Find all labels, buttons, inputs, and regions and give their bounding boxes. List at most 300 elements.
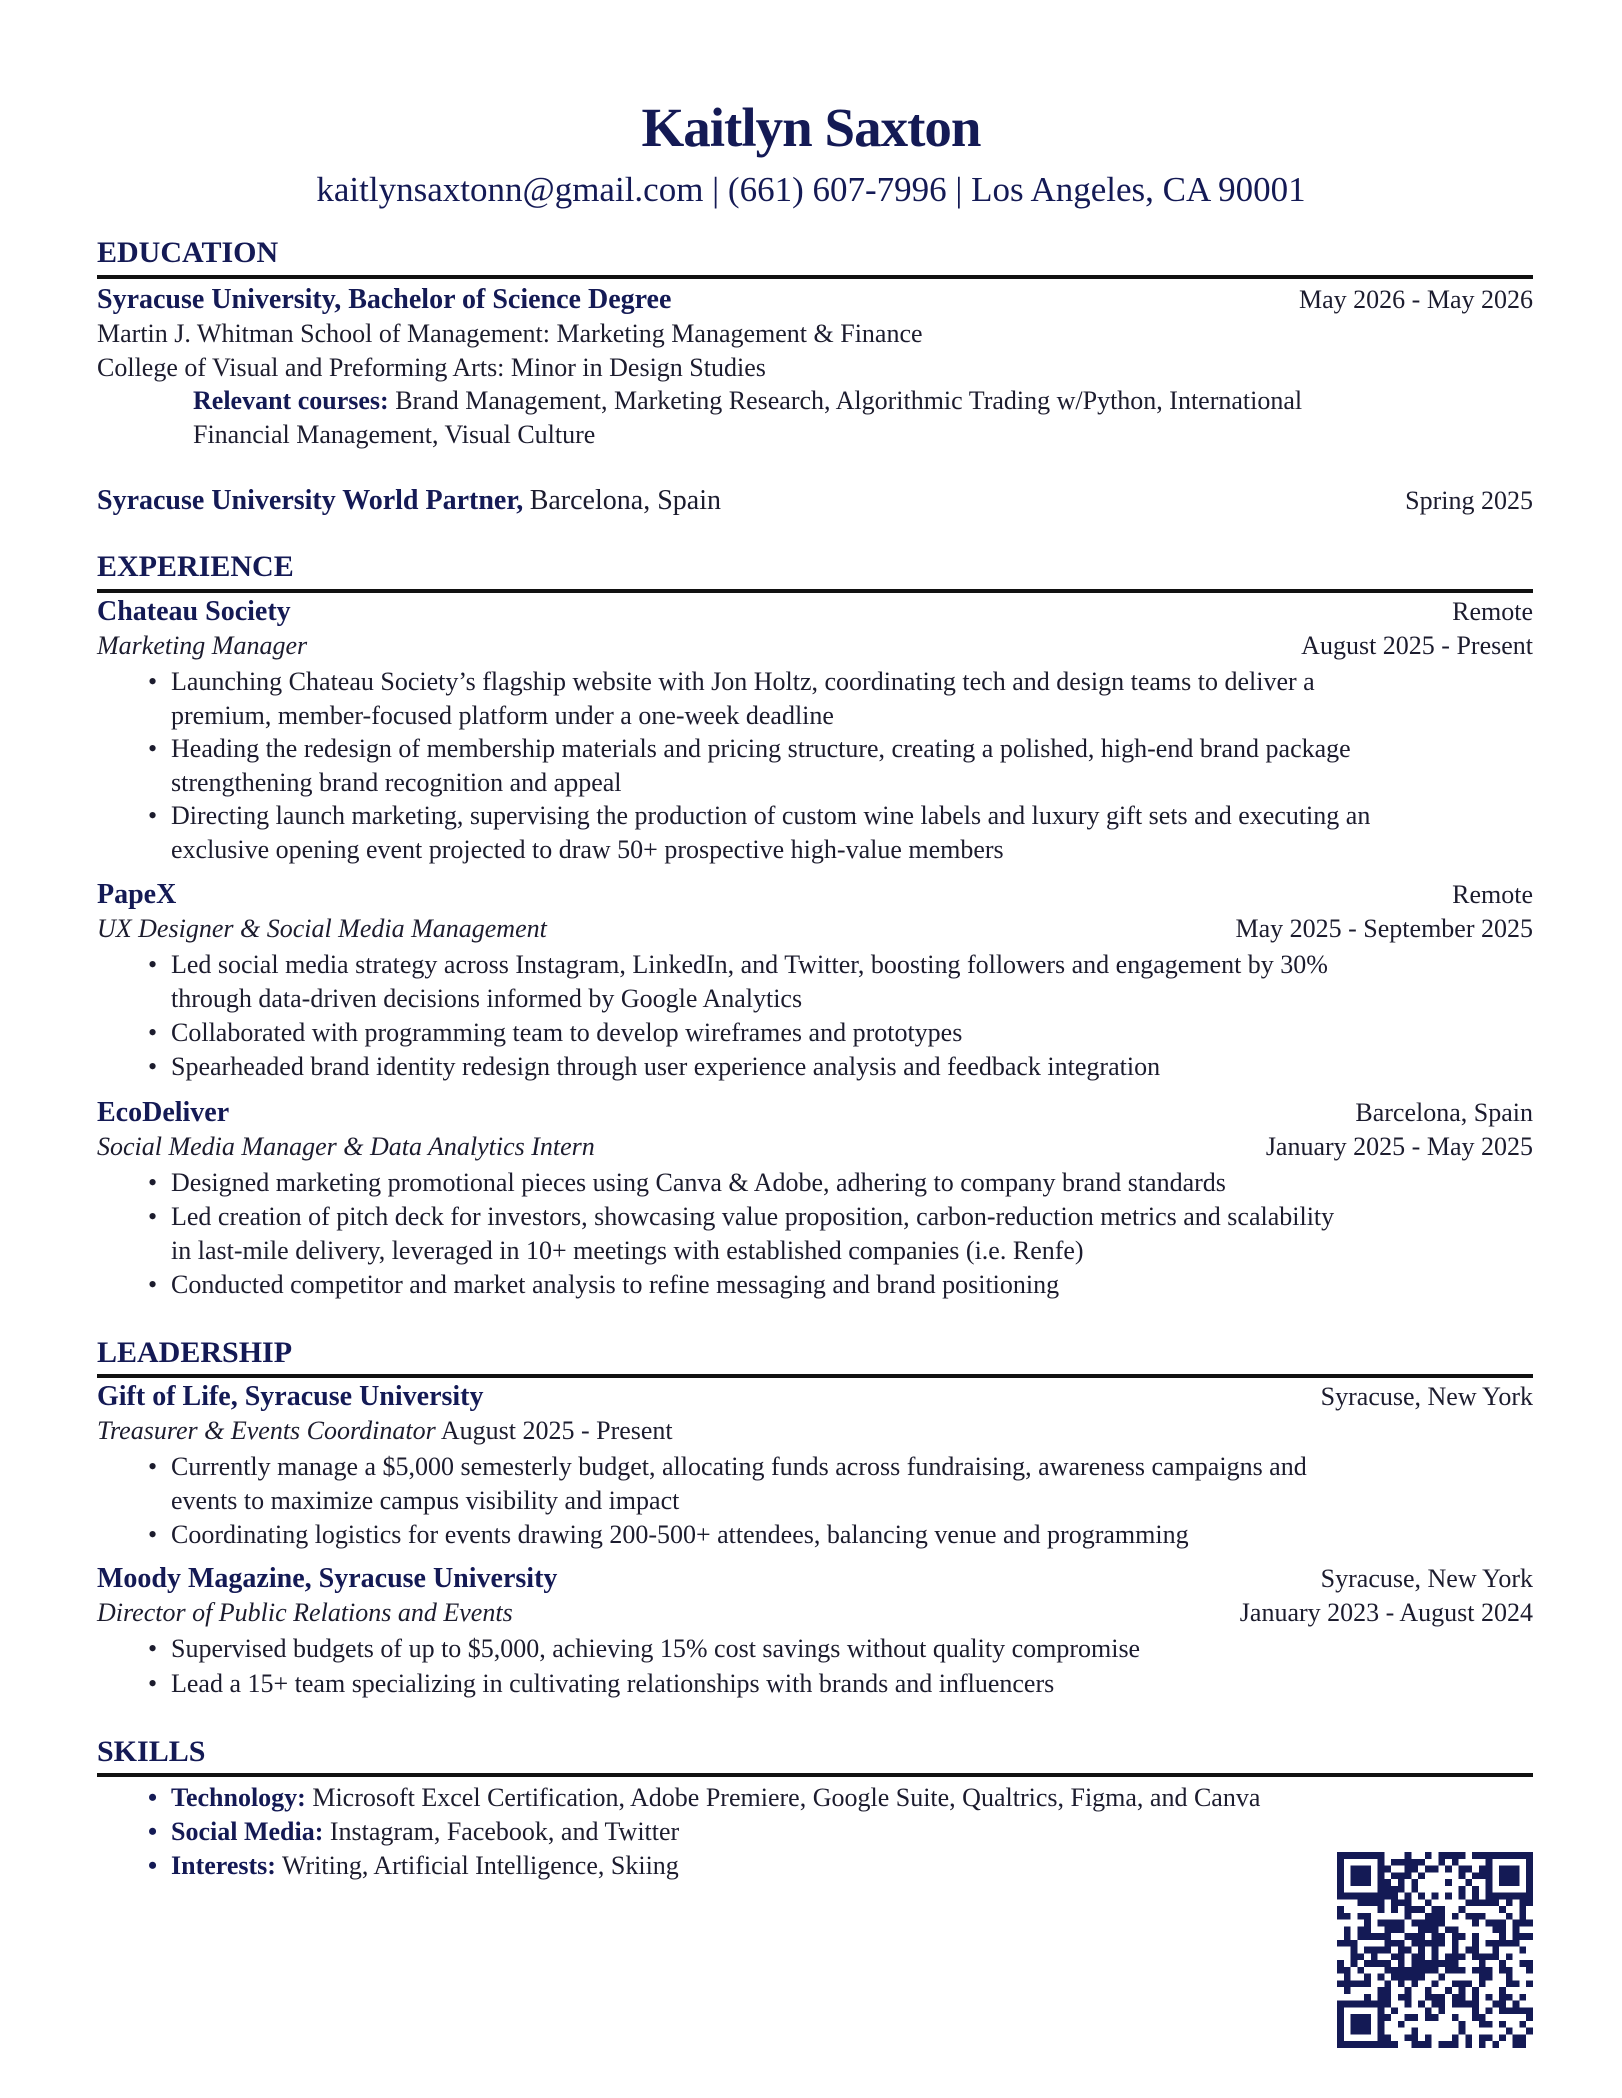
relevant-courses <box>193 384 1302 418</box>
qr-module <box>1499 2034 1506 2041</box>
bullet-glyph: • <box>148 1018 158 1047</box>
qr-module <box>1364 1960 1371 1967</box>
qr-module <box>1371 1953 1378 1960</box>
qr-module <box>1486 2034 1493 2041</box>
qr-module <box>1479 1852 1486 1859</box>
qr-module <box>1479 2034 1486 2041</box>
organization-location: Syracuse, New York <box>1320 1564 1533 1593</box>
qr-module <box>1465 1866 1472 1873</box>
qr-module <box>1519 1960 1526 1967</box>
qr-module <box>1472 1953 1479 1960</box>
qr-module <box>1438 1920 1445 1927</box>
leadership-role-line <box>97 1596 1533 1630</box>
job-location: Barcelona, Spain <box>1355 1098 1533 1127</box>
qr-module <box>1425 2034 1432 2041</box>
education-detail: College of Visual and Preforming Arts: Minor in Design Studies <box>97 353 766 382</box>
qr-module <box>1391 1967 1398 1974</box>
school-name: Syracuse University, Bachelor of Science Degree <box>97 284 672 315</box>
job-dates: August 2025 - Present <box>1301 631 1533 660</box>
organization-name: Moody Magazine, Syracuse University <box>97 1563 558 1594</box>
qr-module <box>1344 1940 1351 1947</box>
bullet-text: Led creation of pitch deck for investors, showcasing value proposition, carbon-reduction metrics and scalability <box>171 1202 1335 1231</box>
qr-module <box>1411 1866 1418 1873</box>
qr-module <box>1486 1920 1493 1927</box>
bullet-text: strengthening brand recognition and appeal <box>171 768 622 797</box>
qr-module <box>1411 2034 1418 2041</box>
qr-module <box>1344 2001 1351 2008</box>
qr-module <box>1472 1920 1479 1927</box>
role-title: Director of Public Relations and Events <box>97 1598 513 1627</box>
qr-module <box>1398 1994 1405 2001</box>
qr-module <box>1465 2034 1472 2041</box>
qr-module <box>1425 1994 1432 2001</box>
qr-module <box>1425 2041 1432 2048</box>
company-name: PapeX <box>97 879 177 910</box>
qr-module <box>1378 1974 1385 1981</box>
bullet-text: Directing launch marketing, supervising the production of custom wine labels and luxury gift sets and executing an <box>171 801 1371 830</box>
qr-module <box>1344 1926 1351 1933</box>
qr-module <box>1432 1980 1439 1987</box>
qr-module <box>1384 1994 1391 2001</box>
skill-value: Microsoft Excel Certification, Adobe Premiere, Google Suite, Qualtrics, Figma, and Canva <box>312 1783 1261 1812</box>
bullet-text: events to maximize campus visibility and impact <box>171 1486 680 1515</box>
qr-module <box>1459 2001 1466 2008</box>
qr-module <box>1344 1987 1351 1994</box>
job-title: UX Designer & Social Media Management <box>97 914 547 943</box>
qr-module <box>1479 1913 1486 1920</box>
qr-module <box>1479 1974 1486 1981</box>
qr-module <box>1398 2021 1405 2028</box>
qr-module <box>1472 1886 1479 1893</box>
qr-module <box>1499 2021 1506 2028</box>
qr-module <box>1472 2001 1479 2008</box>
qr-module <box>1384 1940 1391 1947</box>
qr-module <box>1472 1913 1479 1920</box>
bullet-glyph: • <box>148 1669 158 1698</box>
qr-module <box>1418 2041 1425 2048</box>
qr-module <box>1472 2014 1479 2021</box>
qr-module <box>1357 1893 1364 1900</box>
qr-module <box>1371 1960 1378 1967</box>
qr-module <box>1486 1953 1493 1960</box>
contact-line: kaitlynsaxtonn@gmail.com | (661) 607-7996 | Los Angeles, CA 90001 <box>316 170 1306 209</box>
qr-module <box>1479 1866 1486 1873</box>
qr-module <box>1391 2007 1398 2014</box>
qr-module <box>1452 1859 1459 1866</box>
qr-module <box>1452 1947 1459 1954</box>
job-location: Remote <box>1452 597 1533 626</box>
qr-module <box>1418 1933 1425 1940</box>
job-role-line <box>97 629 1533 663</box>
qr-module <box>1418 1859 1425 1866</box>
qr-module <box>1418 1967 1425 1974</box>
qr-module <box>1432 1953 1439 1960</box>
qr-module <box>1378 1879 1385 1886</box>
qr-module <box>1519 1906 1526 1913</box>
education-dates: Spring 2025 <box>1405 486 1533 515</box>
bullet-text: Spearheaded brand identity redesign through user experience analysis and feedback integration <box>171 1052 1161 1081</box>
qr-module <box>1425 2007 1432 2014</box>
section-heading-experience: EXPERIENCE <box>97 550 294 583</box>
qr-module <box>1472 1947 1479 1954</box>
qr-module <box>1526 1933 1533 1940</box>
qr-module <box>1378 2021 1385 2028</box>
qr-module <box>1519 1899 1526 1906</box>
qr-module <box>1526 1920 1533 1927</box>
qr-module <box>1425 1852 1432 1859</box>
bullet-text: Collaborated with programming team to develop wireframes and prototypes <box>171 1018 963 1047</box>
section-heading-education: EDUCATION <box>97 236 279 269</box>
qr-module <box>1479 2021 1486 2028</box>
qr-module <box>1499 1920 1506 1927</box>
qr-module <box>1411 2014 1418 2021</box>
leadership-header <box>97 1380 1533 1414</box>
qr-module <box>1337 2034 1344 2041</box>
qr-module <box>1425 2014 1432 2021</box>
qr-module <box>1337 1940 1344 1947</box>
qr-module <box>1378 1906 1385 1913</box>
qr-module <box>1405 1947 1412 1954</box>
skill-value: Instagram, Facebook, and Twitter <box>329 1817 680 1846</box>
qr-module <box>1357 1899 1364 1906</box>
qr-module <box>1492 2001 1499 2008</box>
qr-module <box>1364 1879 1371 1886</box>
qr-module <box>1526 1879 1533 1886</box>
qr-module <box>1337 1859 1344 1866</box>
courses-text: Brand Management, Marketing Research, Algorithmic Trading w/Python, International <box>395 386 1303 415</box>
bullet-text: exclusive opening event projected to draw 50+ prospective high-value members <box>171 835 1004 864</box>
qr-module <box>1351 1953 1358 1960</box>
qr-module <box>1405 1852 1412 1859</box>
qr-module <box>1364 1974 1371 1981</box>
qr-module <box>1337 1967 1344 1974</box>
bullet-text: through data-driven decisions informed by Google Analytics <box>171 984 803 1013</box>
qr-module <box>1486 1893 1493 1900</box>
education-entry <box>97 484 1533 518</box>
qr-module <box>1418 2001 1425 2008</box>
qr-module <box>1391 1926 1398 1933</box>
qr-module <box>1337 1879 1344 1886</box>
qr-module <box>1519 1933 1526 1940</box>
qr-module <box>1357 1980 1364 1987</box>
qr-module <box>1506 1913 1513 1920</box>
qr-module <box>1357 2041 1364 2048</box>
qr-module <box>1499 1893 1506 1900</box>
qr-module <box>1492 2041 1499 2048</box>
qr-module <box>1398 1859 1405 1866</box>
qr-module <box>1418 1872 1425 1879</box>
qr-module <box>1459 1980 1466 1987</box>
qr-module <box>1506 2007 1513 2014</box>
education-entry <box>97 283 1533 317</box>
qr-module <box>1452 2034 1459 2041</box>
qr-module <box>1465 1913 1472 1920</box>
qr-module <box>1405 2034 1412 2041</box>
qr-module <box>1378 1886 1385 1893</box>
qr-module <box>1465 1947 1472 1954</box>
qr-module <box>1418 1906 1425 1913</box>
qr-module <box>1364 1994 1371 2001</box>
qr-module <box>1499 1866 1506 1873</box>
qr-module <box>1378 1872 1385 1879</box>
qr-module <box>1357 1872 1364 1879</box>
qr-module <box>1411 1933 1418 1940</box>
qr-module <box>1513 2001 1520 2008</box>
qr-module <box>1445 1960 1452 1967</box>
qr-module <box>1398 1947 1405 1954</box>
qr-module <box>1438 2007 1445 2014</box>
qr-module <box>1519 1913 1526 1920</box>
qr-module <box>1398 1872 1405 1879</box>
qr-module <box>1492 1893 1499 1900</box>
qr-module <box>1513 1852 1520 1859</box>
candidate-name: Kaitlyn Saxton <box>641 97 981 158</box>
qr-module <box>1506 1879 1513 1886</box>
qr-module <box>1513 2034 1520 2041</box>
job-header <box>97 595 1533 629</box>
job-title: Social Media Manager & Data Analytics Intern <box>97 1132 595 1161</box>
bullet-glyph: • <box>148 1052 158 1081</box>
qr-module <box>1337 2014 1344 2021</box>
qr-module <box>1344 1980 1351 1987</box>
qr-module <box>1405 1974 1412 1981</box>
qr-module <box>1351 1852 1358 1859</box>
qr-module <box>1472 1899 1479 1906</box>
qr-module <box>1479 1960 1486 1967</box>
qr-module <box>1432 1913 1439 1920</box>
qr-module <box>1425 1960 1432 1967</box>
qr-module <box>1513 1872 1520 1879</box>
qr-module <box>1418 1953 1425 1960</box>
qr-module <box>1445 1852 1452 1859</box>
qr-module <box>1445 1926 1452 1933</box>
qr-module <box>1378 1994 1385 2001</box>
qr-module <box>1357 2014 1364 2021</box>
qr-module <box>1384 1967 1391 1974</box>
job-dates: January 2025 - May 2025 <box>1265 1132 1533 1161</box>
qr-module <box>1411 1953 1418 1960</box>
qr-module <box>1384 1987 1391 1994</box>
qr-module <box>1357 1953 1364 1960</box>
qr-module <box>1405 2014 1412 2021</box>
qr-module <box>1465 2041 1472 2048</box>
qr-module <box>1405 1987 1412 1994</box>
qr-module <box>1432 2014 1439 2021</box>
qr-module <box>1459 1987 1466 1994</box>
qr-module <box>1391 1920 1398 1927</box>
qr-module <box>1499 1933 1506 1940</box>
qr-module <box>1526 1886 1533 1893</box>
qr-module <box>1492 1852 1499 1859</box>
qr-module <box>1452 2014 1459 2021</box>
qr-module <box>1432 1933 1439 1940</box>
qr-module <box>1384 2014 1391 2021</box>
qr-module <box>1391 1886 1398 1893</box>
job-header <box>97 878 1533 912</box>
skill-value: Writing, Artificial Intelligence, Skiing <box>281 1851 679 1880</box>
qr-module <box>1438 1940 1445 1947</box>
bullet-text: Supervised budgets of up to $5,000, achieving 15% cost savings without quality compromise <box>171 1634 1141 1663</box>
bullet-glyph: • <box>148 1452 158 1481</box>
qr-module <box>1337 1906 1344 1913</box>
qr-module <box>1526 1967 1533 1974</box>
bullet-glyph: • <box>148 1168 158 1197</box>
qr-module <box>1486 2021 1493 2028</box>
qr-module <box>1337 1913 1344 1920</box>
qr-module <box>1384 1893 1391 1900</box>
courses-label: Relevant courses: <box>193 386 389 415</box>
qr-module <box>1519 1893 1526 1900</box>
qr-module <box>1438 1974 1445 1981</box>
qr-module <box>1411 1967 1418 1974</box>
qr-module <box>1499 1940 1506 1947</box>
qr-module <box>1465 2001 1472 2008</box>
qr-module <box>1499 1879 1506 1886</box>
qr-module <box>1425 1899 1432 1906</box>
qr-module <box>1411 1859 1418 1866</box>
qr-module <box>1432 1866 1439 1873</box>
qr-module <box>1425 1987 1432 1994</box>
qr-module <box>1459 1866 1466 1873</box>
qr-module <box>1337 2021 1344 2028</box>
qr-module <box>1357 1926 1364 1933</box>
role-dates: August 2025 - Present <box>440 1416 673 1445</box>
qr-module <box>1411 2041 1418 2048</box>
qr-module <box>1479 2041 1486 2048</box>
qr-module <box>1351 1866 1358 1873</box>
qr-module <box>1384 1920 1391 1927</box>
qr-module <box>1472 1987 1479 1994</box>
organization-location: Syracuse, New York <box>1320 1382 1533 1411</box>
qr-module <box>1384 1933 1391 1940</box>
qr-module <box>1378 2014 1385 2021</box>
job-role-line <box>97 1130 1533 1164</box>
qr-module <box>1486 1866 1493 1873</box>
qr-module <box>1526 1872 1533 1879</box>
qr-module <box>1411 1940 1418 1947</box>
qr-module <box>1486 1967 1493 1974</box>
qr-module <box>1425 1920 1432 1927</box>
bullet-text: Launching Chateau Society’s flagship website with Jon Holtz, coordinating tech and design teams to deliver a <box>171 667 1315 696</box>
qr-module <box>1371 2041 1378 2048</box>
qr-module <box>1378 2034 1385 2041</box>
qr-module <box>1384 1960 1391 1967</box>
qr-module <box>1411 1974 1418 1981</box>
bullet-text: Led social media strategy across Instagram, LinkedIn, and Twitter, boosting followers and engagement by 30% <box>171 950 1328 979</box>
qr-module <box>1398 1886 1405 1893</box>
qr-module <box>1526 1893 1533 1900</box>
qr-module <box>1405 1893 1412 1900</box>
qr-module <box>1351 2041 1358 2048</box>
qr-module <box>1459 1933 1466 1940</box>
qr-module <box>1337 2041 1344 2048</box>
qr-module <box>1357 1852 1364 1859</box>
qr-module <box>1364 1893 1371 1900</box>
qr-module <box>1513 2007 1520 2014</box>
qr-module <box>1351 2001 1358 2008</box>
qr-module <box>1486 1886 1493 1893</box>
qr-module <box>1364 2014 1371 2021</box>
section-rule <box>97 1773 1533 1777</box>
qr-module <box>1351 1940 1358 1947</box>
qr-module <box>1438 1960 1445 1967</box>
qr-module <box>1526 1899 1533 1906</box>
qr-module <box>1519 1947 1526 1954</box>
qr-module <box>1459 1994 1466 2001</box>
qr-module <box>1492 1899 1499 1906</box>
qr-module <box>1438 1994 1445 2001</box>
qr-module <box>1432 1994 1439 2001</box>
qr-code-icon[interactable] <box>1337 1852 1533 2048</box>
qr-module <box>1459 2028 1466 2035</box>
qr-module <box>1499 1960 1506 1967</box>
qr-module <box>1445 1967 1452 1974</box>
qr-module <box>1391 1940 1398 1947</box>
qr-module <box>1405 1913 1412 1920</box>
qr-module <box>1445 1879 1452 1886</box>
qr-module <box>1337 2001 1344 2008</box>
qr-module <box>1357 2021 1364 2028</box>
qr-module <box>1398 1980 1405 1987</box>
qr-module <box>1513 1920 1520 1927</box>
qr-module <box>1351 1960 1358 1967</box>
leadership-role-line <box>97 1414 1533 1448</box>
qr-module <box>1405 1933 1412 1940</box>
qr-module <box>1418 1960 1425 1967</box>
qr-module <box>1351 1947 1358 1954</box>
qr-module <box>1479 2014 1486 2021</box>
qr-module <box>1398 1967 1405 1974</box>
qr-module <box>1405 1906 1412 1913</box>
qr-module <box>1513 1926 1520 1933</box>
qr-module <box>1337 2028 1344 2035</box>
qr-module <box>1384 1866 1391 1873</box>
qr-module <box>1364 1980 1371 1987</box>
bullet-text: Currently manage a $5,000 semesterly budget, allocating funds across fundraising, awareness campaigns and <box>171 1452 1307 1481</box>
qr-module <box>1418 1974 1425 1981</box>
qr-module <box>1479 1953 1486 1960</box>
qr-module <box>1438 1913 1445 1920</box>
qr-module <box>1432 1920 1439 1927</box>
qr-module <box>1418 1926 1425 1933</box>
qr-module <box>1378 1852 1385 1859</box>
qr-module <box>1411 1886 1418 1893</box>
qr-module <box>1459 1906 1466 1913</box>
company-name: EcoDeliver <box>97 1097 230 1128</box>
qr-module <box>1519 2041 1526 2048</box>
qr-module <box>1459 1852 1466 1859</box>
qr-module <box>1519 2007 1526 2014</box>
qr-module <box>1398 1920 1405 1927</box>
qr-module <box>1364 1920 1371 1927</box>
qr-module <box>1499 1926 1506 1933</box>
qr-module <box>1351 1879 1358 1886</box>
qr-module <box>1411 1920 1418 1927</box>
qr-module <box>1452 1852 1459 1859</box>
qr-module <box>1459 1893 1466 1900</box>
qr-module <box>1438 1906 1445 1913</box>
qr-module <box>1438 2001 1445 2008</box>
qr-module <box>1506 1852 1513 1859</box>
qr-module <box>1526 1980 1533 1987</box>
qr-module <box>1513 1866 1520 1873</box>
qr-module <box>1452 1926 1459 1933</box>
qr-module <box>1337 1893 1344 1900</box>
qr-module <box>1371 1893 1378 1900</box>
qr-module <box>1459 1953 1466 1960</box>
bullet-glyph: • <box>148 1851 158 1880</box>
program-location: Barcelona, Spain <box>529 485 721 516</box>
